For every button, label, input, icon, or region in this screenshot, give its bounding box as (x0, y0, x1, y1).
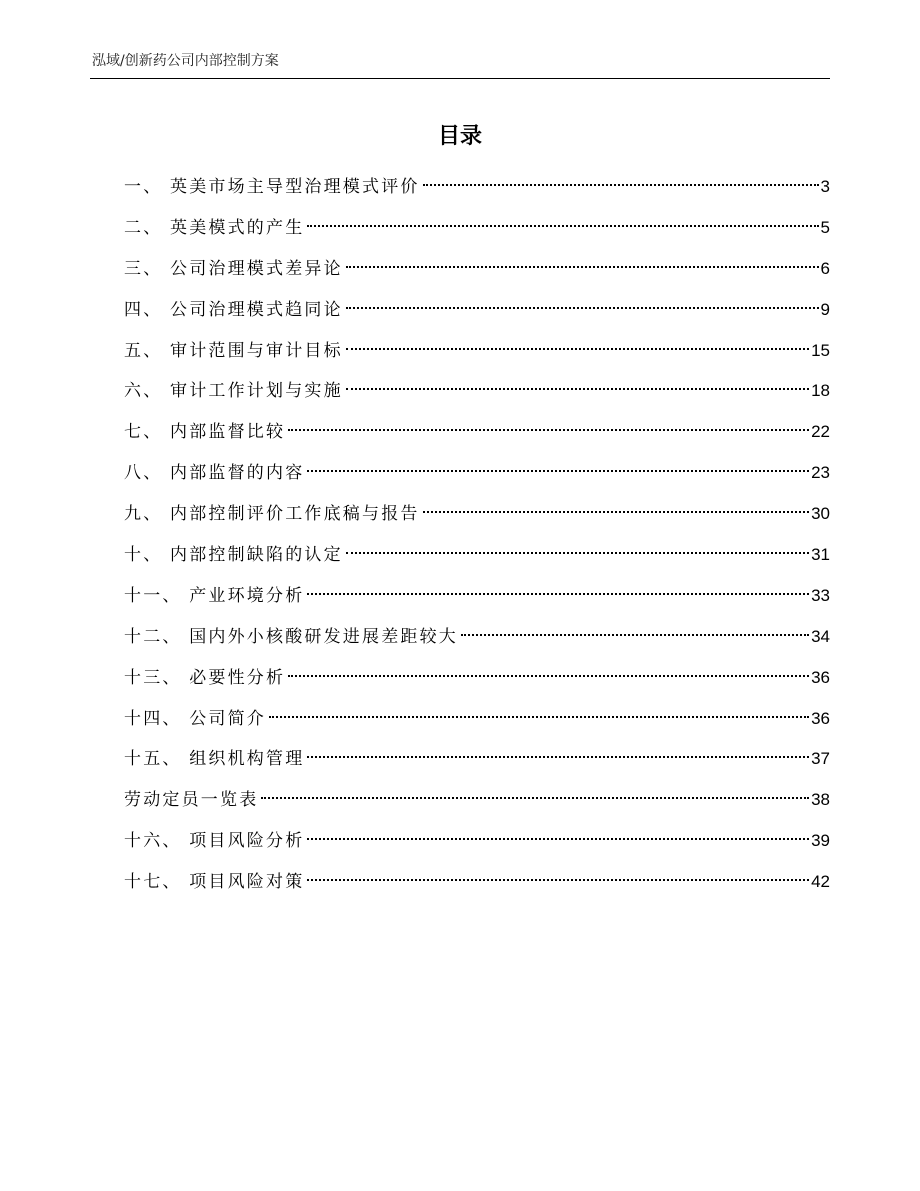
toc-entry-page: 22 (811, 422, 830, 442)
toc-dot-leader (461, 634, 809, 636)
header-rule (90, 78, 830, 79)
toc-entry[interactable] (124, 621, 830, 662)
toc-entry-label: 五、 审计范围与审计目标 (124, 340, 343, 361)
toc-entry[interactable] (124, 866, 830, 907)
toc-dot-leader (288, 675, 809, 677)
toc-entry-page: 42 (811, 872, 830, 892)
toc-entry-label: 六、 审计工作计划与实施 (124, 381, 343, 402)
toc-entry[interactable] (124, 784, 830, 825)
toc-entry[interactable] (124, 662, 830, 703)
toc-entry[interactable] (124, 171, 830, 212)
toc-entry[interactable] (124, 375, 830, 416)
toc-entry-label: 一、 英美市场主导型治理模式评价 (124, 177, 420, 197)
toc-entry[interactable] (124, 457, 830, 498)
toc-entry-label: 十四、 公司简介 (124, 708, 267, 729)
toc-entry[interactable] (124, 498, 830, 539)
toc-dot-leader (307, 838, 809, 840)
toc-dot-leader (269, 716, 809, 718)
toc-entry-page: 15 (811, 340, 830, 360)
toc-entry[interactable] (124, 294, 830, 335)
toc-dot-leader (307, 225, 818, 227)
toc-entry-label: 十六、 项目风险分析 (124, 831, 305, 852)
toc-entry-page: 31 (811, 545, 830, 565)
toc-dot-leader (307, 593, 809, 595)
toc-dot-leader (307, 470, 809, 472)
toc-entry-page: 23 (811, 463, 830, 483)
toc-entry[interactable] (124, 580, 830, 621)
toc-entry-label: 十一、 产业环境分析 (124, 585, 305, 606)
toc-dot-leader (346, 348, 809, 350)
toc-entry-page: 36 (811, 667, 830, 687)
toc-entry[interactable] (124, 416, 830, 457)
toc-entry-page: 9 (820, 299, 830, 319)
toc-entry-page: 39 (811, 831, 830, 851)
toc-entry-label: 劳动定员一览表 (124, 790, 259, 811)
toc-entry-label: 十、 内部控制缺陷的认定 (124, 545, 343, 566)
toc-entry-label: 十七、 项目风险对策 (124, 872, 305, 893)
toc-list (124, 171, 830, 907)
toc-entry-label: 八、 内部监督的内容 (124, 463, 305, 484)
toc-dot-leader (423, 511, 809, 513)
toc-entry-label: 七、 内部监督比较 (124, 422, 286, 443)
toc-entry-label: 十三、 必要性分析 (124, 667, 286, 688)
toc-entry-page: 36 (811, 708, 830, 728)
toc-entry[interactable] (124, 253, 830, 294)
toc-entry-page: 37 (811, 749, 830, 769)
toc-entry-page: 30 (811, 504, 830, 524)
toc-entry-page: 38 (811, 790, 830, 810)
toc-entry-page: 5 (820, 217, 830, 237)
toc-entry-label: 十二、 国内外小核酸研发进展差距较大 (124, 626, 459, 647)
toc-entry-label: 九、 内部控制评价工作底稿与报告 (124, 504, 420, 525)
toc-entry-page: 33 (811, 585, 830, 605)
toc-title: 目录 (437, 124, 482, 149)
toc-entry-label: 二、 英美模式的产生 (124, 217, 305, 238)
toc-dot-leader (307, 756, 809, 758)
toc-entry[interactable] (124, 335, 830, 376)
toc-entry[interactable] (124, 212, 830, 253)
toc-entry-label: 四、 公司治理模式趋同论 (124, 299, 343, 320)
toc-dot-leader (307, 879, 809, 881)
toc-entry-page: 6 (820, 258, 830, 278)
toc-dot-leader (423, 184, 819, 186)
toc-dot-leader (346, 388, 809, 390)
toc-entry[interactable] (124, 539, 830, 580)
running-header: 泓域/创新药公司内部控制方案 (92, 53, 279, 69)
toc-entry[interactable] (124, 825, 830, 866)
toc-dot-leader (346, 552, 809, 554)
toc-entry-page: 18 (811, 381, 830, 401)
toc-dot-leader (288, 429, 809, 431)
toc-entry[interactable] (124, 703, 830, 744)
toc-entry[interactable] (124, 743, 830, 784)
toc-dot-leader (261, 797, 809, 799)
toc-entry-page: 3 (820, 177, 830, 196)
toc-dot-leader (346, 307, 819, 309)
toc-dot-leader (346, 266, 819, 268)
toc-entry-page: 34 (811, 626, 830, 646)
toc-entry-label: 十五、 组织机构管理 (124, 749, 305, 770)
toc-entry-label: 三、 公司治理模式差异论 (124, 258, 343, 279)
